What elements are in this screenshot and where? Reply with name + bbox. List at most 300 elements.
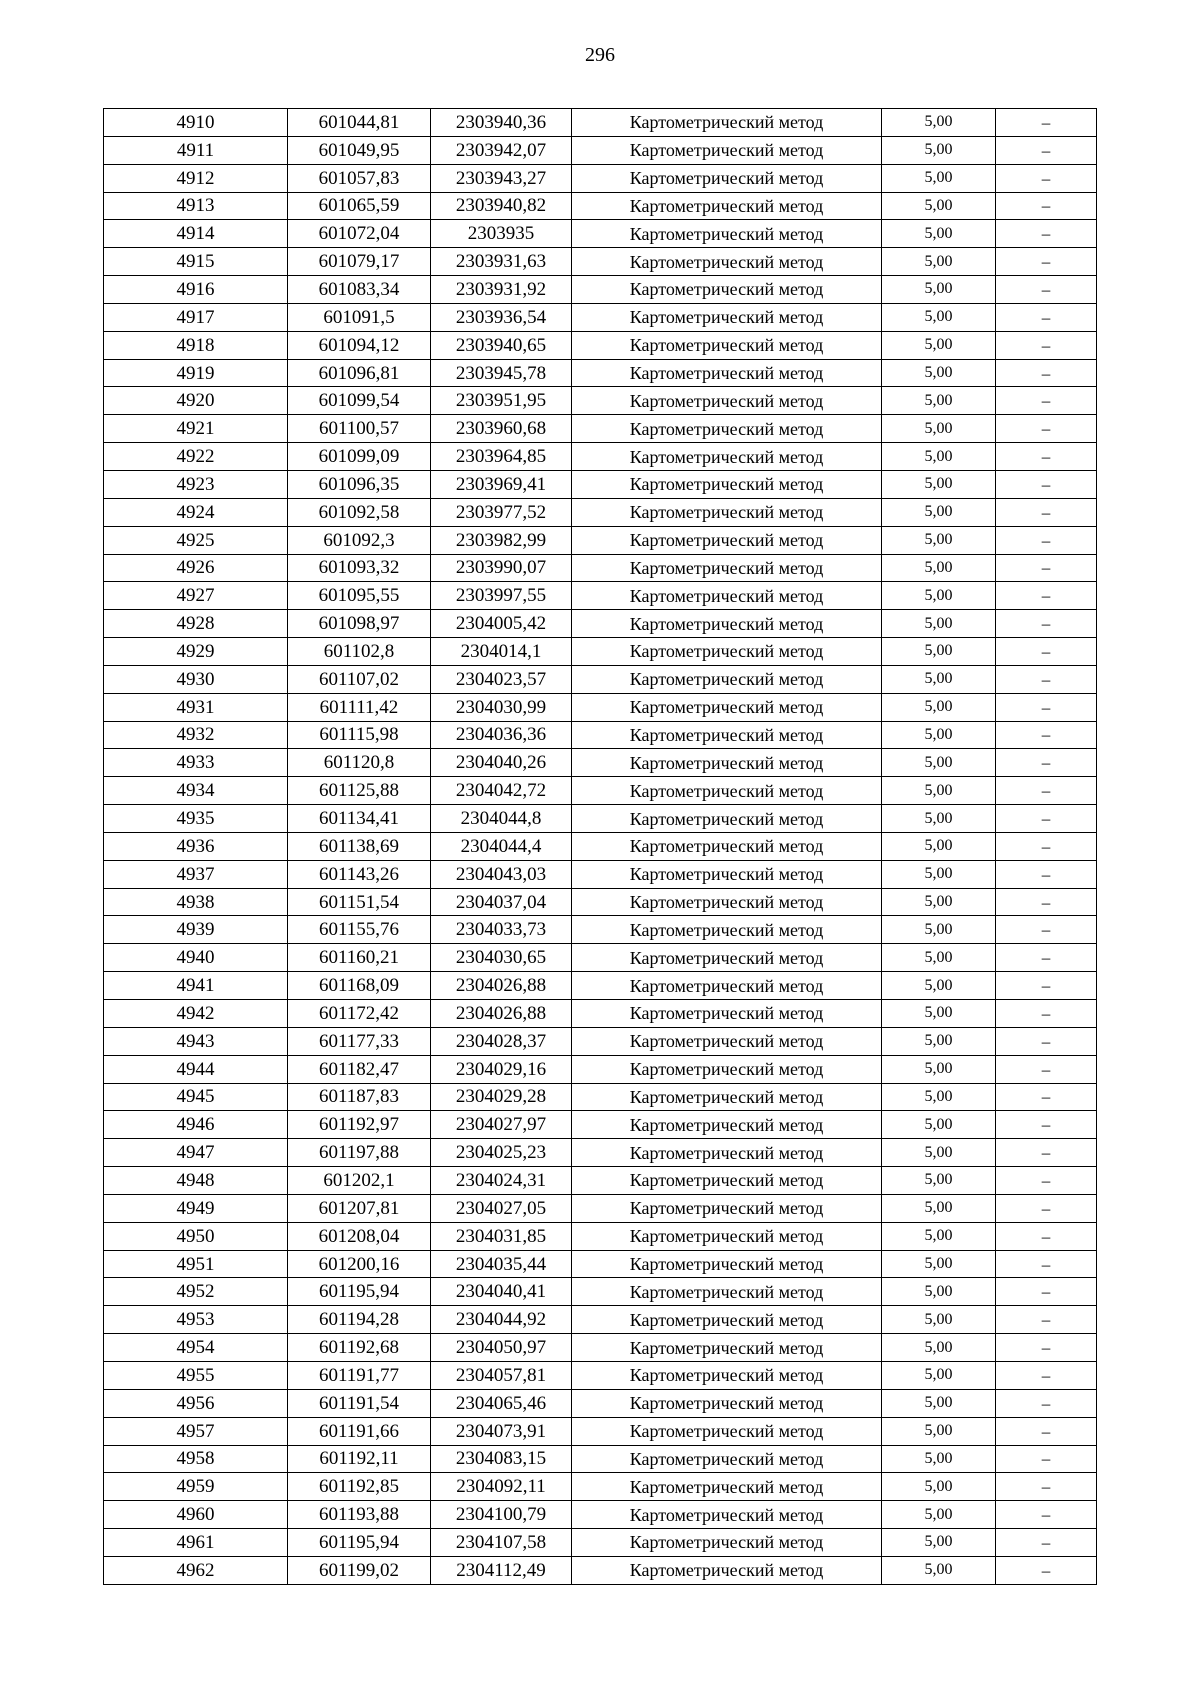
point-number-cell: 4954: [104, 1334, 288, 1362]
method-cell: Картометрический метод: [572, 1250, 882, 1278]
accuracy-cell: 5,00: [882, 1194, 996, 1222]
note-cell: –: [996, 749, 1097, 777]
y-coordinate-cell: 2304027,97: [431, 1111, 572, 1139]
y-coordinate-cell: 2303931,92: [431, 276, 572, 304]
accuracy-cell: 5,00: [882, 248, 996, 276]
accuracy-cell: 5,00: [882, 1306, 996, 1334]
note-cell: –: [996, 415, 1097, 443]
method-cell: Картометрический метод: [572, 220, 882, 248]
y-coordinate-cell: 2304027,05: [431, 1194, 572, 1222]
table-row: [104, 749, 1097, 777]
note-cell: –: [996, 1167, 1097, 1195]
method-cell: Картометрический метод: [572, 331, 882, 359]
point-number-cell: 4923: [104, 470, 288, 498]
y-coordinate-cell: 2303997,55: [431, 582, 572, 610]
table-row: [104, 1473, 1097, 1501]
y-coordinate-cell: 2303942,07: [431, 136, 572, 164]
y-coordinate-cell: 2304107,58: [431, 1529, 572, 1557]
table-row: [104, 136, 1097, 164]
accuracy-cell: 5,00: [882, 136, 996, 164]
table-row: [104, 1194, 1097, 1222]
y-coordinate-cell: 2304024,31: [431, 1167, 572, 1195]
table-row: [104, 1027, 1097, 1055]
method-cell: Картометрический метод: [572, 1445, 882, 1473]
method-cell: Картометрический метод: [572, 1501, 882, 1529]
accuracy-cell: 5,00: [882, 387, 996, 415]
table-row: [104, 777, 1097, 805]
method-cell: Картометрический метод: [572, 1361, 882, 1389]
point-number-cell: 4920: [104, 387, 288, 415]
x-coordinate-cell: 601160,21: [288, 944, 431, 972]
method-cell: Картометрический метод: [572, 554, 882, 582]
y-coordinate-cell: 2304073,91: [431, 1417, 572, 1445]
accuracy-cell: 5,00: [882, 721, 996, 749]
table-row: [104, 1556, 1097, 1584]
note-cell: –: [996, 220, 1097, 248]
table-row: [104, 1167, 1097, 1195]
table-row: [104, 582, 1097, 610]
note-cell: –: [996, 136, 1097, 164]
accuracy-cell: 5,00: [882, 331, 996, 359]
accuracy-cell: 5,00: [882, 415, 996, 443]
x-coordinate-cell: 601094,12: [288, 331, 431, 359]
note-cell: –: [996, 610, 1097, 638]
note-cell: –: [996, 109, 1097, 137]
table-row: [104, 359, 1097, 387]
point-number-cell: 4944: [104, 1055, 288, 1083]
table-row: [104, 109, 1097, 137]
method-cell: Картометрический метод: [572, 1334, 882, 1362]
note-cell: –: [996, 721, 1097, 749]
method-cell: Картометрический метод: [572, 1417, 882, 1445]
y-coordinate-cell: 2304044,4: [431, 832, 572, 860]
accuracy-cell: 5,00: [882, 972, 996, 1000]
point-number-cell: 4937: [104, 860, 288, 888]
point-number-cell: 4939: [104, 916, 288, 944]
accuracy-cell: 5,00: [882, 1473, 996, 1501]
x-coordinate-cell: 601197,88: [288, 1139, 431, 1167]
method-cell: Картометрический метод: [572, 972, 882, 1000]
method-cell: Картометрический метод: [572, 1083, 882, 1111]
x-coordinate-cell: 601102,8: [288, 638, 431, 666]
y-coordinate-cell: 2304057,81: [431, 1361, 572, 1389]
accuracy-cell: 5,00: [882, 1000, 996, 1028]
accuracy-cell: 5,00: [882, 916, 996, 944]
table-row: [104, 220, 1097, 248]
note-cell: –: [996, 582, 1097, 610]
accuracy-cell: 5,00: [882, 303, 996, 331]
note-cell: –: [996, 1445, 1097, 1473]
point-number-cell: 4929: [104, 638, 288, 666]
point-number-cell: 4948: [104, 1167, 288, 1195]
table-row: [104, 972, 1097, 1000]
x-coordinate-cell: 601202,1: [288, 1167, 431, 1195]
accuracy-cell: 5,00: [882, 888, 996, 916]
table-row: [104, 1361, 1097, 1389]
accuracy-cell: 5,00: [882, 693, 996, 721]
x-coordinate-cell: 601111,42: [288, 693, 431, 721]
note-cell: –: [996, 1334, 1097, 1362]
point-number-cell: 4943: [104, 1027, 288, 1055]
method-cell: Картометрический метод: [572, 387, 882, 415]
x-coordinate-cell: 601096,81: [288, 359, 431, 387]
x-coordinate-cell: 601187,83: [288, 1083, 431, 1111]
page-number: 296: [585, 44, 615, 66]
y-coordinate-cell: 2303982,99: [431, 526, 572, 554]
accuracy-cell: 5,00: [882, 526, 996, 554]
point-number-cell: 4955: [104, 1361, 288, 1389]
accuracy-cell: 5,00: [882, 1167, 996, 1195]
note-cell: –: [996, 1501, 1097, 1529]
point-number-cell: 4951: [104, 1250, 288, 1278]
x-coordinate-cell: 601172,42: [288, 1000, 431, 1028]
y-coordinate-cell: 2303935: [431, 220, 572, 248]
x-coordinate-cell: 601207,81: [288, 1194, 431, 1222]
accuracy-cell: 5,00: [882, 359, 996, 387]
point-number-cell: 4959: [104, 1473, 288, 1501]
y-coordinate-cell: 2303943,27: [431, 164, 572, 192]
y-coordinate-cell: 2304026,88: [431, 972, 572, 1000]
x-coordinate-cell: 601098,97: [288, 610, 431, 638]
accuracy-cell: 5,00: [882, 192, 996, 220]
point-number-cell: 4916: [104, 276, 288, 304]
accuracy-cell: 5,00: [882, 582, 996, 610]
table-row: [104, 888, 1097, 916]
point-number-cell: 4935: [104, 805, 288, 833]
point-number-cell: 4926: [104, 554, 288, 582]
y-coordinate-cell: 2304112,49: [431, 1556, 572, 1584]
method-cell: Картометрический метод: [572, 1222, 882, 1250]
y-coordinate-cell: 2303940,36: [431, 109, 572, 137]
point-number-cell: 4915: [104, 248, 288, 276]
x-coordinate-cell: 601192,11: [288, 1445, 431, 1473]
method-cell: Картометрический метод: [572, 1389, 882, 1417]
table-row: [104, 693, 1097, 721]
x-coordinate-cell: 601049,95: [288, 136, 431, 164]
accuracy-cell: 5,00: [882, 805, 996, 833]
note-cell: –: [996, 248, 1097, 276]
accuracy-cell: 5,00: [882, 1417, 996, 1445]
point-number-cell: 4927: [104, 582, 288, 610]
table-row: [104, 1529, 1097, 1557]
method-cell: Картометрический метод: [572, 248, 882, 276]
note-cell: –: [996, 916, 1097, 944]
method-cell: Картометрический метод: [572, 777, 882, 805]
x-coordinate-cell: 601125,88: [288, 777, 431, 805]
method-cell: Картометрический метод: [572, 276, 882, 304]
method-cell: Картометрический метод: [572, 638, 882, 666]
point-number-cell: 4936: [104, 832, 288, 860]
x-coordinate-cell: 601191,54: [288, 1389, 431, 1417]
table-row: [104, 832, 1097, 860]
x-coordinate-cell: 601044,81: [288, 109, 431, 137]
table-row: [104, 470, 1097, 498]
accuracy-cell: 5,00: [882, 443, 996, 471]
point-number-cell: 4941: [104, 972, 288, 1000]
method-cell: Картометрический метод: [572, 1306, 882, 1334]
note-cell: –: [996, 276, 1097, 304]
accuracy-cell: 5,00: [882, 1445, 996, 1473]
point-number-cell: 4953: [104, 1306, 288, 1334]
point-number-cell: 4952: [104, 1278, 288, 1306]
table-row: [104, 1417, 1097, 1445]
x-coordinate-cell: 601192,68: [288, 1334, 431, 1362]
y-coordinate-cell: 2303960,68: [431, 415, 572, 443]
accuracy-cell: 5,00: [882, 1222, 996, 1250]
method-cell: Картометрический метод: [572, 164, 882, 192]
note-cell: –: [996, 498, 1097, 526]
note-cell: –: [996, 1027, 1097, 1055]
accuracy-cell: 5,00: [882, 1278, 996, 1306]
method-cell: Картометрический метод: [572, 832, 882, 860]
x-coordinate-cell: 601107,02: [288, 665, 431, 693]
note-cell: –: [996, 331, 1097, 359]
table-row: [104, 638, 1097, 666]
note-cell: –: [996, 1556, 1097, 1584]
y-coordinate-cell: 2304037,04: [431, 888, 572, 916]
y-coordinate-cell: 2304040,26: [431, 749, 572, 777]
table-row: [104, 387, 1097, 415]
point-number-cell: 4946: [104, 1111, 288, 1139]
y-coordinate-cell: 2304042,72: [431, 777, 572, 805]
note-cell: –: [996, 1417, 1097, 1445]
x-coordinate-cell: 601120,8: [288, 749, 431, 777]
y-coordinate-cell: 2303990,07: [431, 554, 572, 582]
accuracy-cell: 5,00: [882, 554, 996, 582]
point-number-cell: 4950: [104, 1222, 288, 1250]
method-cell: Картометрический метод: [572, 526, 882, 554]
y-coordinate-cell: 2303931,63: [431, 248, 572, 276]
method-cell: Картометрический метод: [572, 1055, 882, 1083]
table-row: [104, 1055, 1097, 1083]
point-number-cell: 4932: [104, 721, 288, 749]
x-coordinate-cell: 601092,58: [288, 498, 431, 526]
accuracy-cell: 5,00: [882, 832, 996, 860]
note-cell: –: [996, 303, 1097, 331]
table-row: [104, 860, 1097, 888]
method-cell: Картометрический метод: [572, 136, 882, 164]
method-cell: Картометрический метод: [572, 415, 882, 443]
method-cell: Картометрический метод: [572, 916, 882, 944]
table-row: [104, 1000, 1097, 1028]
table-row: [104, 331, 1097, 359]
method-cell: Картометрический метод: [572, 1000, 882, 1028]
y-coordinate-cell: 2304014,1: [431, 638, 572, 666]
y-coordinate-cell: 2303945,78: [431, 359, 572, 387]
table-row: [104, 665, 1097, 693]
table-row: [104, 1250, 1097, 1278]
x-coordinate-cell: 601143,26: [288, 860, 431, 888]
table-row: [104, 415, 1097, 443]
table-row: [104, 1306, 1097, 1334]
table-row: [104, 498, 1097, 526]
accuracy-cell: 5,00: [882, 1250, 996, 1278]
accuracy-cell: 5,00: [882, 1529, 996, 1557]
x-coordinate-cell: 601195,94: [288, 1529, 431, 1557]
y-coordinate-cell: 2303951,95: [431, 387, 572, 415]
accuracy-cell: 5,00: [882, 1389, 996, 1417]
table-row: [104, 1389, 1097, 1417]
x-coordinate-cell: 601194,28: [288, 1306, 431, 1334]
x-coordinate-cell: 601079,17: [288, 248, 431, 276]
table-row: [104, 1222, 1097, 1250]
method-cell: Картометрический метод: [572, 1194, 882, 1222]
accuracy-cell: 5,00: [882, 860, 996, 888]
note-cell: –: [996, 860, 1097, 888]
table-row: [104, 526, 1097, 554]
method-cell: Картометрический метод: [572, 1529, 882, 1557]
y-coordinate-cell: 2304092,11: [431, 1473, 572, 1501]
point-number-cell: 4924: [104, 498, 288, 526]
x-coordinate-cell: 601199,02: [288, 1556, 431, 1584]
table-row: [104, 164, 1097, 192]
note-cell: –: [996, 1000, 1097, 1028]
x-coordinate-cell: 601177,33: [288, 1027, 431, 1055]
accuracy-cell: 5,00: [882, 1111, 996, 1139]
x-coordinate-cell: 601092,3: [288, 526, 431, 554]
note-cell: –: [996, 554, 1097, 582]
accuracy-cell: 5,00: [882, 276, 996, 304]
table-row: [104, 554, 1097, 582]
point-number-cell: 4912: [104, 164, 288, 192]
point-number-cell: 4940: [104, 944, 288, 972]
accuracy-cell: 5,00: [882, 1139, 996, 1167]
accuracy-cell: 5,00: [882, 109, 996, 137]
method-cell: Картометрический метод: [572, 109, 882, 137]
y-coordinate-cell: 2304035,44: [431, 1250, 572, 1278]
x-coordinate-cell: 601191,77: [288, 1361, 431, 1389]
method-cell: Картометрический метод: [572, 1167, 882, 1195]
accuracy-cell: 5,00: [882, 638, 996, 666]
note-cell: –: [996, 1529, 1097, 1557]
y-coordinate-cell: 2304050,97: [431, 1334, 572, 1362]
note-cell: –: [996, 359, 1097, 387]
point-number-cell: 4960: [104, 1501, 288, 1529]
table-row: [104, 610, 1097, 638]
method-cell: Картометрический метод: [572, 888, 882, 916]
method-cell: Картометрический метод: [572, 805, 882, 833]
y-coordinate-cell: 2304030,99: [431, 693, 572, 721]
y-coordinate-cell: 2303977,52: [431, 498, 572, 526]
note-cell: –: [996, 693, 1097, 721]
method-cell: Картометрический метод: [572, 498, 882, 526]
point-number-cell: 4942: [104, 1000, 288, 1028]
note-cell: –: [996, 1361, 1097, 1389]
table-row: [104, 1139, 1097, 1167]
method-cell: Картометрический метод: [572, 192, 882, 220]
point-number-cell: 4958: [104, 1445, 288, 1473]
method-cell: Картометрический метод: [572, 693, 882, 721]
method-cell: Картометрический метод: [572, 1556, 882, 1584]
accuracy-cell: 5,00: [882, 777, 996, 805]
point-number-cell: 4961: [104, 1529, 288, 1557]
accuracy-cell: 5,00: [882, 220, 996, 248]
y-coordinate-cell: 2304044,92: [431, 1306, 572, 1334]
x-coordinate-cell: 601195,94: [288, 1278, 431, 1306]
x-coordinate-cell: 601193,88: [288, 1501, 431, 1529]
point-number-cell: 4933: [104, 749, 288, 777]
y-coordinate-cell: 2303940,82: [431, 192, 572, 220]
x-coordinate-cell: 601192,85: [288, 1473, 431, 1501]
y-coordinate-cell: 2304036,36: [431, 721, 572, 749]
table-row: [104, 303, 1097, 331]
note-cell: –: [996, 164, 1097, 192]
table-row: [104, 192, 1097, 220]
table-row: [104, 1111, 1097, 1139]
point-number-cell: 4910: [104, 109, 288, 137]
x-coordinate-cell: 601095,55: [288, 582, 431, 610]
point-number-cell: 4911: [104, 136, 288, 164]
method-cell: Картометрический метод: [572, 443, 882, 471]
method-cell: Картометрический метод: [572, 359, 882, 387]
x-coordinate-cell: 601208,04: [288, 1222, 431, 1250]
point-number-cell: 4925: [104, 526, 288, 554]
point-number-cell: 4962: [104, 1556, 288, 1584]
accuracy-cell: 5,00: [882, 1027, 996, 1055]
table-row: [104, 1278, 1097, 1306]
method-cell: Картометрический метод: [572, 610, 882, 638]
point-number-cell: 4956: [104, 1389, 288, 1417]
note-cell: –: [996, 1389, 1097, 1417]
y-coordinate-cell: 2303969,41: [431, 470, 572, 498]
coordinates-table-body: [104, 109, 1097, 1585]
table-row: [104, 1445, 1097, 1473]
x-coordinate-cell: 601093,32: [288, 554, 431, 582]
note-cell: –: [996, 387, 1097, 415]
point-number-cell: 4922: [104, 443, 288, 471]
y-coordinate-cell: 2303940,65: [431, 331, 572, 359]
x-coordinate-cell: 601191,66: [288, 1417, 431, 1445]
y-coordinate-cell: 2304040,41: [431, 1278, 572, 1306]
point-number-cell: 4949: [104, 1194, 288, 1222]
x-coordinate-cell: 601099,54: [288, 387, 431, 415]
x-coordinate-cell: 601134,41: [288, 805, 431, 833]
accuracy-cell: 5,00: [882, 610, 996, 638]
y-coordinate-cell: 2304028,37: [431, 1027, 572, 1055]
point-number-cell: 4914: [104, 220, 288, 248]
note-cell: –: [996, 665, 1097, 693]
table-row: [104, 916, 1097, 944]
note-cell: –: [996, 805, 1097, 833]
point-number-cell: 4913: [104, 192, 288, 220]
x-coordinate-cell: 601155,76: [288, 916, 431, 944]
y-coordinate-cell: 2304026,88: [431, 1000, 572, 1028]
note-cell: –: [996, 832, 1097, 860]
table-row: [104, 1501, 1097, 1529]
table-row: [104, 805, 1097, 833]
coordinates-table: [103, 108, 1097, 1585]
y-coordinate-cell: 2304044,8: [431, 805, 572, 833]
point-number-cell: 4938: [104, 888, 288, 916]
accuracy-cell: 5,00: [882, 498, 996, 526]
accuracy-cell: 5,00: [882, 665, 996, 693]
x-coordinate-cell: 601072,04: [288, 220, 431, 248]
note-cell: –: [996, 1194, 1097, 1222]
x-coordinate-cell: 601065,59: [288, 192, 431, 220]
x-coordinate-cell: 601200,16: [288, 1250, 431, 1278]
note-cell: –: [996, 1278, 1097, 1306]
y-coordinate-cell: 2304033,73: [431, 916, 572, 944]
method-cell: Картометрический метод: [572, 1473, 882, 1501]
y-coordinate-cell: 2304083,15: [431, 1445, 572, 1473]
point-number-cell: 4917: [104, 303, 288, 331]
accuracy-cell: 5,00: [882, 1055, 996, 1083]
method-cell: Картометрический метод: [572, 470, 882, 498]
note-cell: –: [996, 1222, 1097, 1250]
method-cell: Картометрический метод: [572, 665, 882, 693]
note-cell: –: [996, 192, 1097, 220]
accuracy-cell: 5,00: [882, 1361, 996, 1389]
